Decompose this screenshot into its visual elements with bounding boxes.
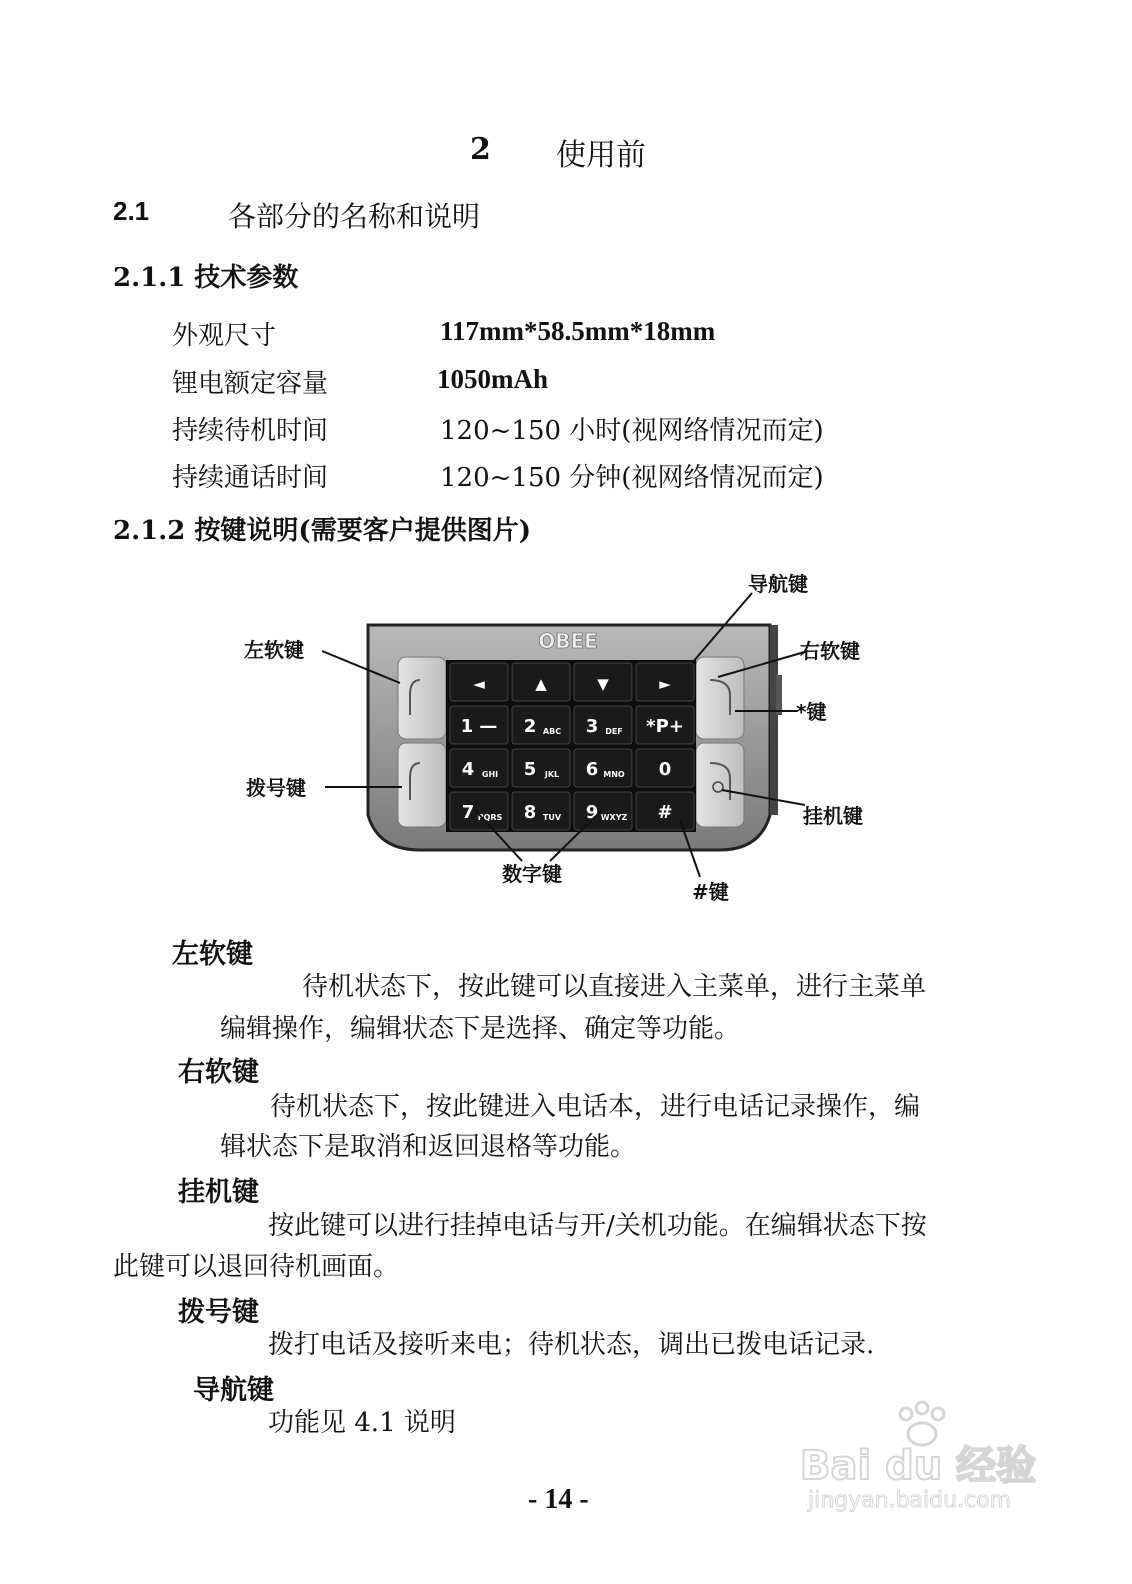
spec-value: 120~150 分钟(视网络情况而定) bbox=[440, 463, 824, 493]
spec-value: 1050mAh bbox=[437, 364, 549, 394]
keypad-key-label: 7 bbox=[461, 802, 475, 823]
desc-text: 编辑操作，编辑状态下是选择、确定等功能。 bbox=[220, 1014, 741, 1044]
keypad-key bbox=[574, 792, 632, 830]
keypad-key-label: ▲ bbox=[535, 675, 547, 693]
chapter-number: 2 bbox=[470, 132, 491, 167]
spec-value: 117mm*58.5mm*18mm bbox=[440, 316, 716, 346]
desc-title-right-soft: 右软键 bbox=[178, 1057, 259, 1088]
keypad-key bbox=[450, 792, 508, 830]
keypad-key-letters: ABC bbox=[542, 727, 562, 736]
spec-label: 持续通话时间 bbox=[172, 463, 329, 493]
keypad-key-label: 9 bbox=[585, 802, 599, 823]
desc-text: 功能见 4.1 说明 bbox=[268, 1408, 456, 1438]
spec-label: 外观尺寸 bbox=[172, 321, 277, 351]
desc-text: 此键可以退回待机画面。 bbox=[113, 1252, 400, 1282]
section-number: 2.1 bbox=[113, 196, 150, 226]
keypad-key-label: 3 bbox=[585, 716, 599, 737]
desc-title-hangup: 挂机键 bbox=[178, 1177, 259, 1208]
keypad-key bbox=[512, 706, 570, 744]
keypad-key-label: ► bbox=[659, 675, 671, 693]
phone-side-button bbox=[776, 675, 782, 715]
keypad-key-letters: JKL bbox=[544, 770, 560, 779]
chapter-title: 使用前 bbox=[556, 138, 646, 173]
label-hash-key: #键 bbox=[692, 880, 729, 904]
desc-title-nav: 导航键 bbox=[193, 1375, 274, 1406]
dial-key bbox=[398, 743, 446, 827]
keypad-key-letters: WXYZ bbox=[600, 813, 628, 822]
desc-text: 辑状态下是取消和返回退格等功能。 bbox=[220, 1132, 637, 1162]
keypad-key-label: # bbox=[657, 802, 673, 823]
subsection-heading-keys: 2.1.2 按键说明(需要客户提供图片) bbox=[113, 516, 532, 546]
label-star-key: *键 bbox=[796, 700, 827, 724]
desc-text: 拨打电话及接听来电；待机状态，调出已拨电话记录. bbox=[268, 1330, 875, 1360]
keypad-key bbox=[574, 706, 632, 744]
left-soft-key bbox=[398, 657, 446, 739]
desc-text: 待机状态下，按此键进入电话本，进行电话记录操作，编 bbox=[270, 1092, 921, 1122]
phone-edge-right bbox=[770, 625, 778, 815]
page-number: - 14 - bbox=[528, 1484, 589, 1515]
keypad-key-letters: PQRS bbox=[477, 813, 503, 822]
keypad-key-label: ▼ bbox=[597, 675, 609, 693]
hangup-key bbox=[696, 743, 744, 827]
label-right-soft-key: 右软键 bbox=[800, 639, 860, 663]
keypad-key-label: 0 bbox=[658, 759, 672, 780]
watermark bbox=[800, 1400, 1060, 1530]
section-title: 各部分的名称和说明 bbox=[228, 200, 481, 233]
keypad-key-letters: DEF bbox=[605, 727, 623, 736]
keypad-figure bbox=[240, 565, 890, 915]
label-digit-keys: 数字键 bbox=[502, 862, 562, 886]
spec-label: 持续待机时间 bbox=[172, 416, 329, 446]
keypad-key-label: 6 bbox=[585, 759, 599, 780]
spec-value: 120~150 小时(视网络情况而定) bbox=[440, 416, 824, 446]
desc-title-dial: 拨号键 bbox=[178, 1297, 259, 1328]
right-soft-key bbox=[696, 657, 744, 739]
desc-text: 待机状态下，按此键可以直接进入主菜单，进行主菜单 bbox=[302, 972, 927, 1002]
label-dial-key: 拨号键 bbox=[246, 776, 306, 800]
keypad-key-label: 4 bbox=[461, 759, 475, 780]
label-left-soft-key: 左软键 bbox=[244, 638, 304, 662]
watermark-url: jingyan.baidu.com bbox=[808, 1488, 1012, 1513]
keypad-key-label: 8 bbox=[523, 802, 537, 823]
keypad-key-label: *P+ bbox=[646, 716, 684, 737]
brand-logo: OBEE bbox=[538, 629, 598, 653]
desc-title-left-soft: 左软键 bbox=[172, 939, 253, 970]
keypad-key bbox=[450, 749, 508, 787]
desc-text: 按此键可以进行挂掉电话与开/关机功能。在编辑状态下按 bbox=[268, 1211, 927, 1241]
label-nav-key: 导航键 bbox=[748, 572, 808, 596]
keypad-key bbox=[574, 749, 632, 787]
keypad-key-letters: GHI bbox=[481, 770, 499, 779]
keypad-key bbox=[512, 749, 570, 787]
keypad-key-label: 1 — bbox=[460, 716, 498, 737]
watermark-logo: Bai du 经验 bbox=[800, 1443, 1037, 1489]
keypad-key-label: 2 bbox=[523, 716, 537, 737]
subsection-heading-specs: 2.1.1 技术参数 bbox=[113, 263, 299, 293]
keypad-key-label: ◄ bbox=[473, 675, 485, 693]
keypad-key-letters: MNO bbox=[603, 770, 625, 779]
keypad-key bbox=[512, 792, 570, 830]
spec-label: 锂电额定容量 bbox=[172, 369, 329, 399]
keypad-key-letters: TUV bbox=[542, 813, 562, 822]
keypad-key-label: 5 bbox=[523, 759, 537, 780]
label-hangup-key: 挂机键 bbox=[803, 804, 863, 828]
